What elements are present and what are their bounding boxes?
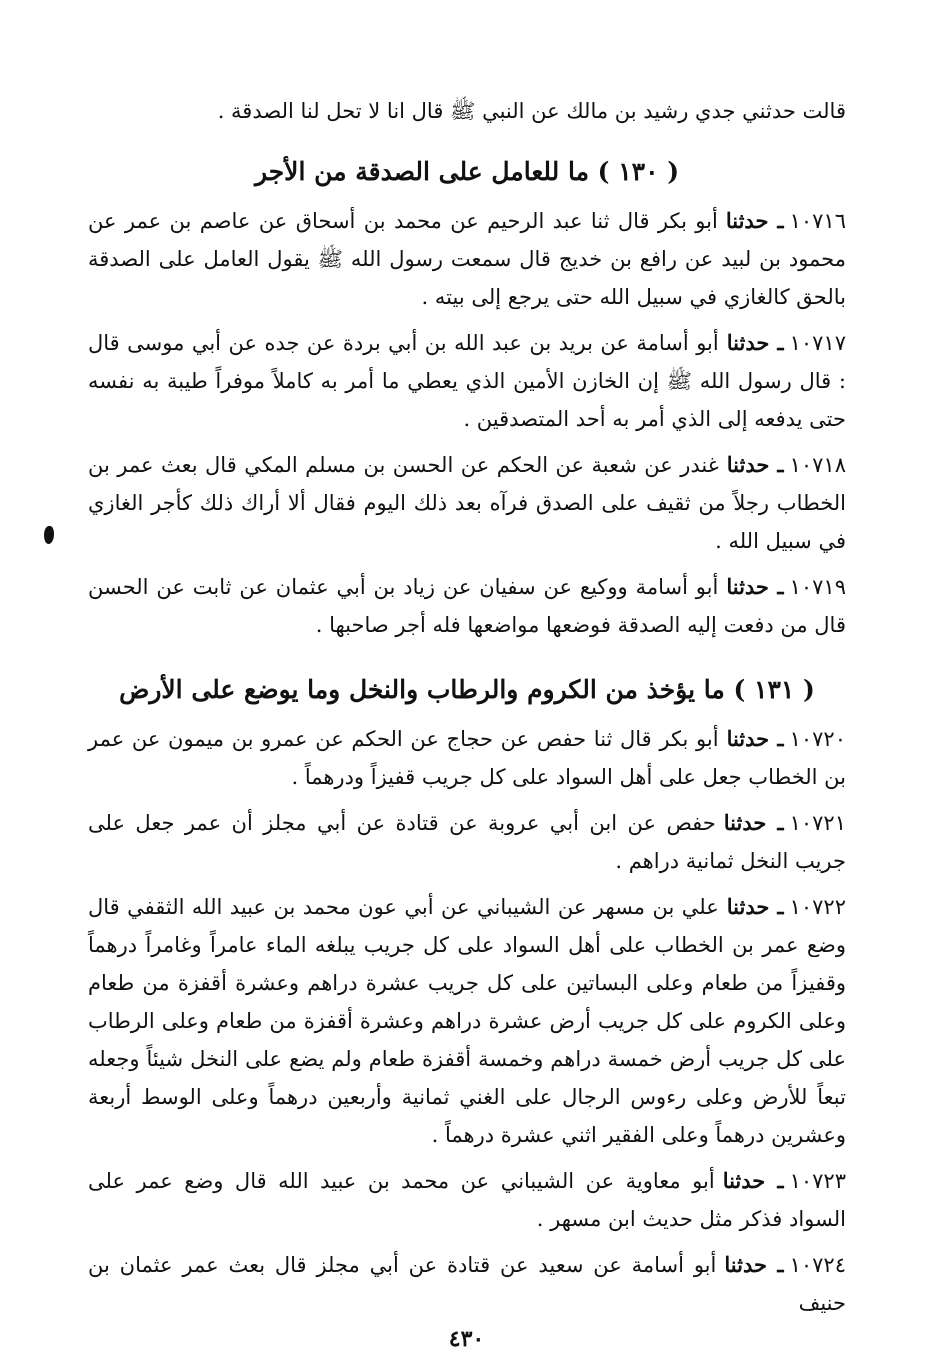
ink-blot: [44, 526, 54, 544]
hadith-text: علي بن مسهر عن الشيباني عن أبي عون محمد بن عبيد الله الثقفي قال وضع عمر بن الخطاب على أهل السواد على كل جريب يبلغه الماء عامراً وغامراً درهماً وقفيزاً من طعام وعلى البساتين على كل جريب عشرة دراهم وعشرة أقفزة من طعام وعلى الكروم على كل جريب أرض عشرة دراهم وعشرة أقفزة من طعام وعلى الرطاب على كل جريب أرض خمسة دراهم وخمسة أقفزة طعام ولم يضع على النخل شيئاً وجعله تبعاً للأرض وعلى رءوس الرجال على الغني ثمانية وأربعين درهماً وعلى الوسط أربعة وعشرين درهماً وعلى الفقير اثني عشرة درهماً .: [88, 895, 846, 1147]
hadith-text: أبو أسامة عن سعيد عن قتادة عن أبي مجلز قال بعث عمر عثمان بن حنيف: [88, 1253, 846, 1315]
hadith-10723: [88, 1162, 846, 1238]
hadith-keyword: ـ حدثنا: [722, 1168, 784, 1193]
hadith-number: ١٠٧١٩: [789, 575, 846, 599]
hadith-keyword: ـ حدثنا: [726, 574, 784, 599]
hadith-text: أبو أسامة عن بريد بن عبد الله بن أبي بردة عن جده عن أبي موسى قال : قال رسول الله ﷺ إن الخازن الأمين الذي يعطي ما أمر به كاملاً موفراً طيبة به نفسه حتى يدفعه إلى الذي أمر به أحد المتصدقين .: [88, 331, 846, 431]
hadith-keyword: ـ حدثنا: [726, 726, 784, 751]
section-131: [88, 670, 846, 1322]
hadith-10716: [88, 202, 846, 316]
page-body: [88, 92, 846, 1330]
hadith-text: أبو بكر قال ثنا عبد الرحيم عن محمد بن أسحاق عن عاصم بن عمر عن محمود بن لبيد عن رافع بن خديج قال سمعت رسول الله ﷺ يقول العامل على الصدقة بالحق كالغازي في سبيل الله حتى يرجع إلى بيته .: [88, 209, 846, 309]
hadith-10722: [88, 888, 846, 1154]
page-number: ٤٣٠: [448, 1326, 485, 1352]
hadith-number: ١٠٧٢٢: [789, 895, 846, 919]
hadith-keyword: ـ حدثنا: [723, 810, 784, 835]
hadith-text: أبو بكر قال ثنا حفص عن حجاج عن الحكم عن عمرو بن ميمون عن عمر بن الخطاب جعل على أهل السواد على كل جريب قفيزاً ودرهماً .: [88, 727, 846, 789]
hadith-10720: [88, 720, 846, 796]
hadith-text: غندر عن شعبة عن الحكم عن الحسن بن مسلم المكي قال بعث عمر بن الخطاب رجلاً من ثقيف على الصدق فرآه بعد ذلك اليوم فقال ألا أراك ذلك كأجر الغازي في سبيل الله .: [88, 453, 846, 553]
hadith-keyword: ـ حدثنا: [726, 452, 784, 477]
hadith-number: ١٠٧١٧: [789, 331, 846, 355]
hadith-number: ١٠٧٢١: [789, 811, 846, 835]
section-heading: ( ١٣٠ ) ما للعامل على الصدقة من الأجر: [254, 157, 680, 186]
hadith-10719: [88, 568, 846, 644]
hadith-number: ١٠٧١٨: [789, 453, 846, 477]
hadith-number: ١٠٧٢٣: [789, 1169, 846, 1193]
hadith-text: حفص عن ابن أبي عروبة عن قتادة عن أبي مجلز أن عمر جعل على جريب النخل ثمانية دراهم .: [88, 811, 846, 873]
hadith-number: ١٠٧٢٠: [789, 727, 846, 751]
hadith-keyword: ـ حدثنا: [724, 1252, 784, 1277]
hadith-keyword: ـ حدثنا: [726, 894, 784, 919]
intro-text: قالت حدثني جدي رشيد بن مالك عن النبي ﷺ قال انا لا تحل لنا الصدقة .: [217, 99, 846, 123]
hadith-text: أبو أسامة ووكيع عن سفيان عن زياد بن أبي عثمان عن ثابت عن الحسن قال من دفعت إليه الصدقة فوضعها مواضعها فله أجر صاحبها .: [88, 575, 846, 637]
hadith-text: أبو معاوية عن الشيباني عن محمد بن عبيد الله قال وضع عمر على السواد فذكر مثل حديث ابن مسهر .: [88, 1169, 846, 1231]
hadith-10724: [88, 1246, 846, 1322]
section-heading: ( ١٣١ ) ما يؤخذ من الكروم والرطاب والنخل وما يوضع على الأرض: [119, 675, 815, 704]
hadith-number: ١٠٧١٦: [789, 209, 846, 233]
hadith-10718: [88, 446, 846, 560]
section-130: [88, 152, 846, 644]
hadith-keyword: ـ حدثنا: [726, 330, 784, 355]
hadith-number: ١٠٧٢٤: [789, 1253, 846, 1277]
hadith-10717: [88, 324, 846, 438]
hadith-10721: [88, 804, 846, 880]
hadith-keyword: ـ حدثنا: [725, 208, 784, 233]
